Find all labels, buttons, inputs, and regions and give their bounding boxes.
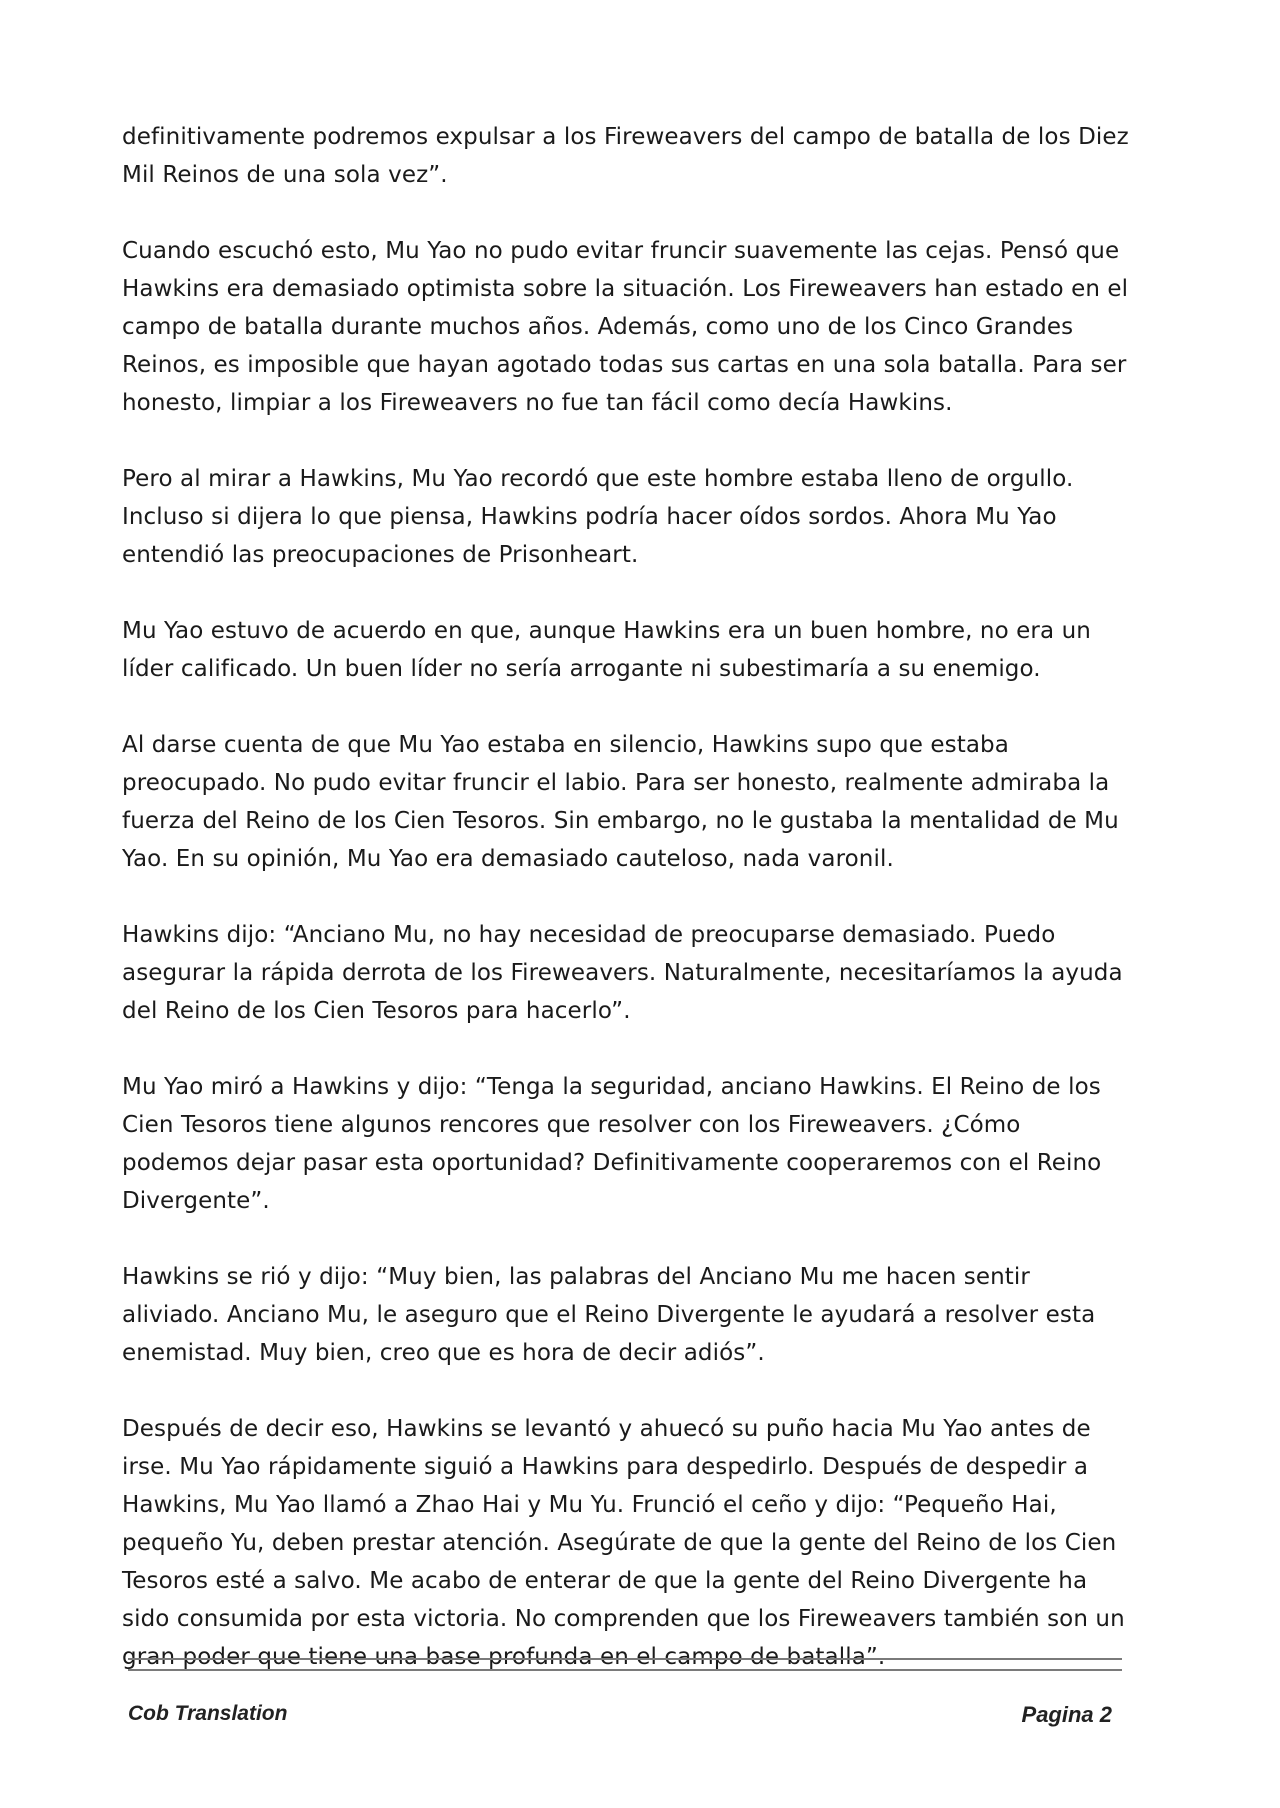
paragraph: Hawkins se rió y dijo: “Muy bien, las palabras del Anciano Mu me hacen sentir aliviado. Anciano Mu, le aseguro que el Reino Divergente le ayudará a resolver esta enemistad. Muy bien, creo que es hora de decir adiós”.	[122, 1264, 1096, 1366]
paragraph: Mu Yao estuvo de acuerdo en que, aunque Hawkins era un buen hombre, no era un líder calificado. Un buen líder no sería arrogante ni subestimaría a su enemigo.	[122, 618, 1091, 682]
paragraph: Hawkins dijo: “Anciano Mu, no hay necesidad de preocuparse demasiado. Puedo asegurar la rápida derrota de los Fireweavers. Naturalmente, necesitaríamos la ayuda del Reino de los Cien Tesoros para hacerlo”.	[122, 922, 1123, 1024]
paragraph: Pero al mirar a Hawkins, Mu Yao recordó que este hombre estaba lleno de orgullo. Incluso si dijera lo que piensa, Hawkins podría hacer oídos sordos. Ahora Mu Yao entendió las preocupaciones de Prisonheart.	[122, 466, 1074, 568]
paragraph: Al darse cuenta de que Mu Yao estaba en silencio, Hawkins supo que estaba preocupado. No pudo evitar fruncir el labio. Para ser honesto, realmente admiraba la fuerza del Reino de los Cien Tesoros. Sin embargo, no le gustaba la mentalidad de Mu Yao. En su opinión, Mu Yao era demasiado cauteloso, nada varonil.	[122, 732, 1119, 872]
paragraph: Después de decir eso, Hawkins se levantó y ahuecó su puño hacia Mu Yao antes de irse. Mu Yao rápidamente siguió a Hawkins para despedirlo. Después de despedir a Hawkins, Mu Yao llamó a Zhao Hai y Mu Yu. Frunció el ceño y dijo: “Pequeño Hai, pequeño Yu, deben prestar atención. Asegúrate de que la gente del Reino de los Cien Tesoros esté a salvo. Me acabo de enterar de que la gente del Reino Divergente ha sido consumida por esta victoria. No comprenden que los Fireweavers también son un gran poder que tiene una base profunda en el campo de batalla”.	[122, 1416, 1125, 1670]
footer-translator-credit: Cob Translation	[128, 1702, 288, 1725]
paragraph: Cuando escuchó esto, Mu Yao no pudo evitar fruncir suavemente las cejas. Pensó que Hawkins era demasiado optimista sobre la situación. Los Fireweavers han estado en el campo de batalla durante muchos años. Además, como uno de los Cinco Grandes Reinos, es imposible que hayan agotado todas sus cartas en una sola batalla. Para ser honesto, limpiar a los Fireweavers no fue tan fácil como decía Hawkins.	[122, 238, 1129, 416]
paragraph: Mu Yao miró a Hawkins y dijo: “Tenga la seguridad, anciano Hawkins. El Reino de los Cien Tesoros tiene algunos rencores que resolver con los Fireweavers. ¿Cómo podemos dejar pasar esta oportunidad? Definitivamente cooperaremos con el Reino Divergente”.	[122, 1074, 1102, 1214]
document-body	[122, 118, 1132, 1714]
paragraph: definitivamente podremos expulsar a los Fireweavers del campo de batalla de los Diez Mil Reinos de una sola vez”.	[122, 124, 1129, 188]
footer-divider-bottom	[128, 1669, 1122, 1671]
footer-page-number: Pagina 2	[1021, 1702, 1112, 1727]
footer-divider-top	[128, 1658, 1122, 1660]
